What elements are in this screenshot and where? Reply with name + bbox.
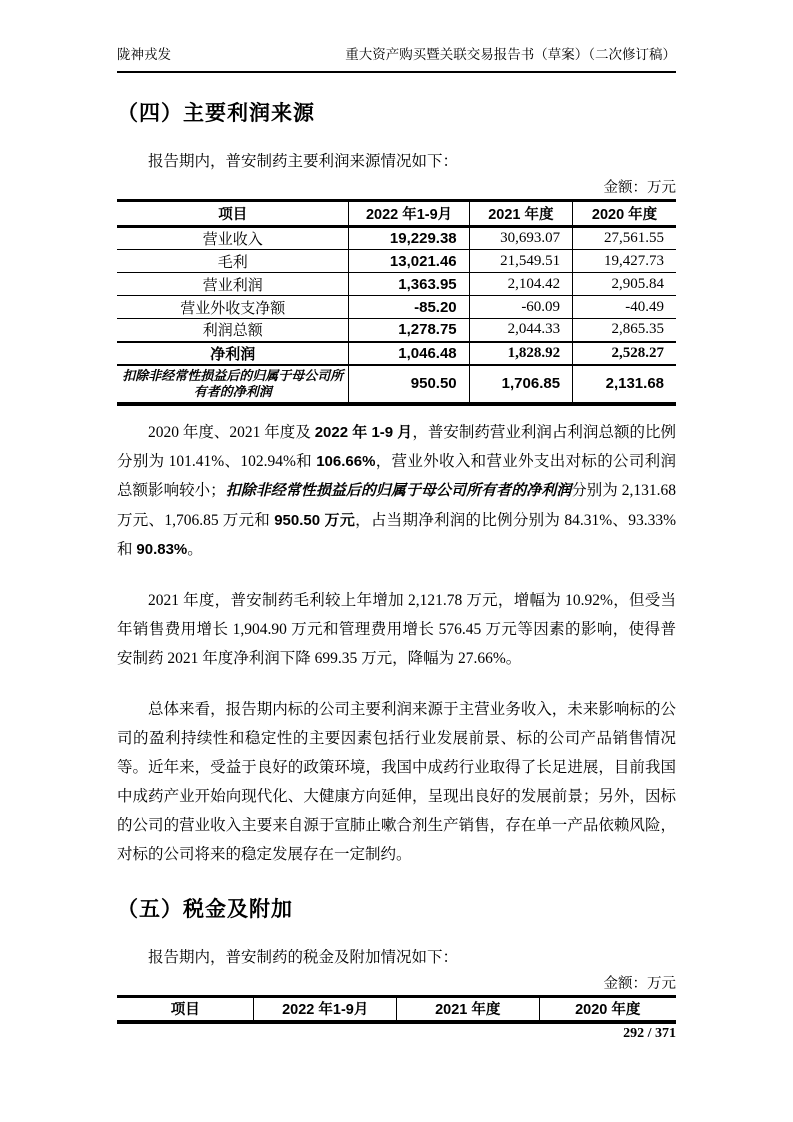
column-header: 2020 年度 xyxy=(539,996,676,1022)
column-header: 项目 xyxy=(117,201,349,227)
profit-source-table xyxy=(117,199,676,406)
tax-surcharge-table-header-row xyxy=(117,996,676,1022)
column-header: 2022 年1-9月 xyxy=(254,996,397,1022)
table-row xyxy=(117,342,676,365)
section5-title: （五）税金及附加 xyxy=(117,897,293,921)
column-header: 2021 年度 xyxy=(469,201,572,227)
table-row xyxy=(117,227,676,250)
column-header: 项目 xyxy=(117,996,254,1022)
row-label: 利润总额 xyxy=(117,319,349,342)
column-header: 2022 年1-9月 xyxy=(349,201,469,227)
cell-value: 2,044.33 xyxy=(469,319,572,342)
tax-surcharge-table xyxy=(117,995,676,1025)
cell-value: 2,104.42 xyxy=(469,273,572,296)
column-header: 2020 年度 xyxy=(573,201,676,227)
table-row xyxy=(117,365,676,404)
paragraph-profit-ratio: 2020 年度、2021 年度及 2022 年 1-9 月，普安制药营业利润占利润总额的比例分别为 101.41%、102.94%和 106.66%，营业外收入和营业外支出对标的公司利润总额影响较小；扣除非经常性损益后的归属于母公司所有者的净利润分别为 2,131.68 万元、1,706.85 万元和 950.50 万元，占当期净利润的比例分别为 84.31%、93.33%和 90.83%。 xyxy=(117,423,676,558)
table-row xyxy=(117,296,676,319)
cell-value: 950.50 xyxy=(349,365,469,404)
header-report-title: 重大资产购买暨关联交易报告书（草案）（二次修订稿） xyxy=(345,47,676,62)
table-row xyxy=(117,319,676,342)
cell-value: 2,905.84 xyxy=(573,273,676,296)
emphasized-text: 扣除非经常性损益后的归属于母公司所有者的净利润 xyxy=(225,482,572,499)
row-label: 营业利润 xyxy=(117,273,349,296)
unit-label-table1: 金额：万元 xyxy=(603,180,676,196)
cell-value: 1,706.85 xyxy=(469,365,572,404)
section4-intro: 报告期内，普安制药主要利润来源情况如下： xyxy=(148,153,459,170)
cell-value: 19,427.73 xyxy=(573,250,676,273)
cell-value: -85.20 xyxy=(349,296,469,319)
table-row xyxy=(117,273,676,296)
cell-value: 19,229.38 xyxy=(349,227,469,250)
page-number: 292 / 371 xyxy=(623,1026,676,1041)
cell-value: 1,828.92 xyxy=(469,342,572,365)
row-label: 净利润 xyxy=(117,342,349,365)
section5-intro: 报告期内，普安制药的税金及附加情况如下： xyxy=(148,948,459,966)
emphasized-text: 90.83% xyxy=(136,540,188,558)
cell-value: 1,363.95 xyxy=(349,273,469,296)
paragraph-overall-summary: 总体来看，报告期内标的公司主要利润来源于主营业务收入，未来影响标的公司的盈利持续性和稳定性的主要因素包括行业发展前景、标的公司产品销售情况等。近年来，受益于良好的政策环境，我国中成药行业取得了长足进展，目前我国中成药产业开始向现代化、大健康方向延伸，呈现出良好的发展前景；另外，因标的公司的营业收入主要来自源于宣肺止嗽合剂生产销售，存在单一产品依赖风险，对标的公司将来的稳定发展存在一定制约。 xyxy=(117,700,676,863)
column-header: 2021 年度 xyxy=(396,996,539,1022)
emphasized-text: 950.50 万元 xyxy=(274,511,356,529)
row-label: 扣除非经常性损益后的归属于母公司所有者的净利润 xyxy=(117,365,349,404)
table-row xyxy=(117,250,676,273)
cell-value: 21,549.51 xyxy=(469,250,572,273)
paragraph-2021-analysis: 2021 年度，普安制药毛利较上年增加 2,121.78 万元，增幅为 10.92%，但受当年销售费用增长 1,904.90 万元和管理费用增长 576.45 万元等因素的影响，使得普安制药 2021 年度净利润下降 699.35 万元，降幅为 27.66%。 xyxy=(117,591,676,667)
cell-value: 13,021.46 xyxy=(349,250,469,273)
emphasized-text: 106.66% xyxy=(316,452,376,470)
running-header xyxy=(117,0,676,73)
cell-value: -40.49 xyxy=(573,296,676,319)
unit-label-table2: 金额：万元 xyxy=(603,975,676,992)
emphasized-text: 2022 年 1-9 月 xyxy=(314,423,413,441)
row-label: 营业收入 xyxy=(117,227,349,250)
row-label: 营业外收支净额 xyxy=(117,296,349,319)
row-label: 毛利 xyxy=(117,250,349,273)
cell-value: 1,278.75 xyxy=(349,319,469,342)
cell-value: 2,131.68 xyxy=(573,365,676,404)
cell-value: 2,528.27 xyxy=(573,342,676,365)
cell-value: -60.09 xyxy=(469,296,572,319)
cell-value: 1,046.48 xyxy=(349,342,469,365)
cell-value: 27,561.55 xyxy=(573,227,676,250)
section4-title: （四）主要利润来源 xyxy=(117,102,315,125)
profit-source-table-header-row xyxy=(117,201,676,227)
cell-value: 30,693.07 xyxy=(469,227,572,250)
cell-value: 2,865.35 xyxy=(573,319,676,342)
header-company-name: 陇神戎发 xyxy=(117,47,171,62)
